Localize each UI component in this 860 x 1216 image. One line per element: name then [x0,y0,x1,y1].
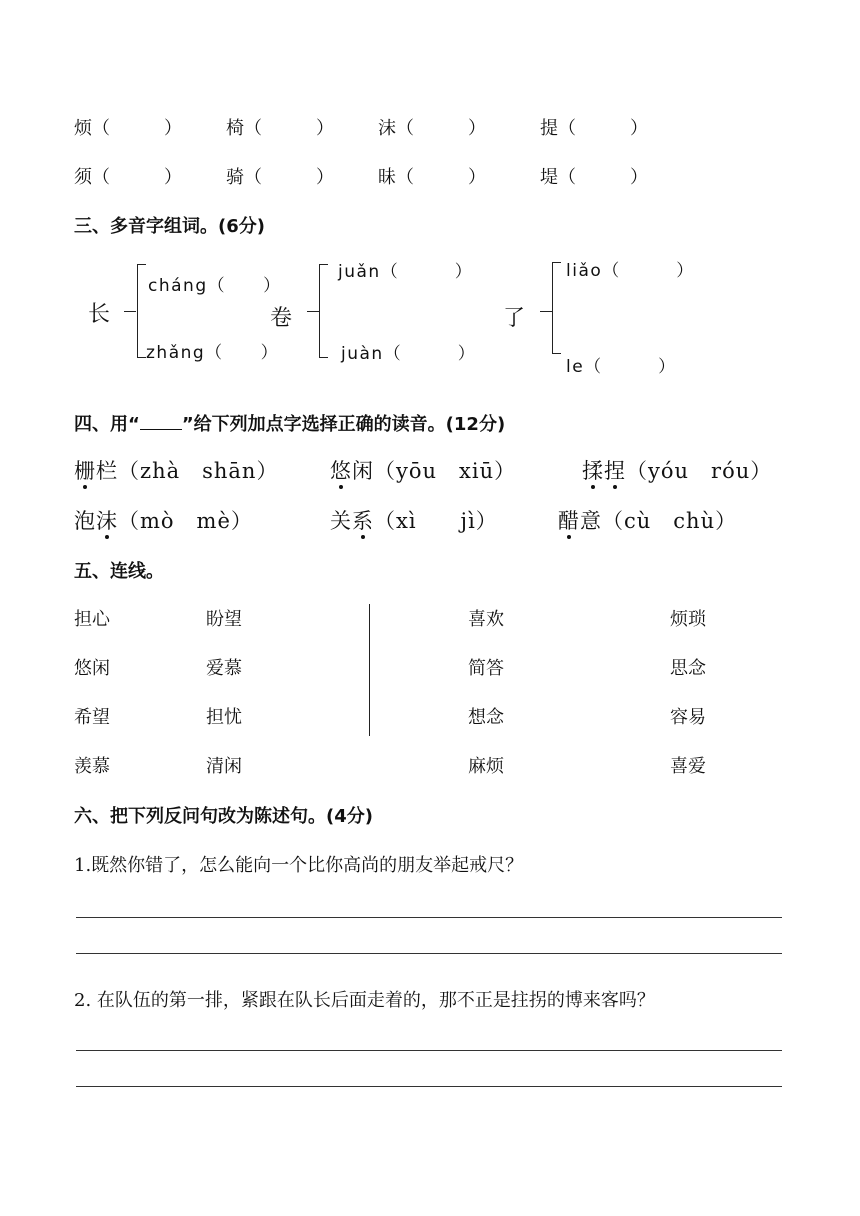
title-prefix: 四、用“ [74,414,140,435]
section4-title [74,410,505,436]
char: 栏 [96,459,118,483]
column-divider [369,604,370,736]
reading-item [74,505,253,535]
pinyin-options: （yóu róu） [626,459,773,483]
reading-item [330,455,516,485]
pinyin-option: le（ ） [566,357,677,377]
brace-tick [124,311,136,312]
brace [319,264,328,358]
word-blank: 骑（ ） [226,167,334,188]
pinyin-options: （yōu xiū） [374,459,517,483]
match-word: 思念 [670,658,706,679]
question-2: 2. 在队伍的第一排，紧跟在队长后面走着的，那不正是拄拐的博来客吗？ [74,990,655,1011]
match-word: 麻烦 [468,756,504,777]
brace [552,262,561,354]
match-word: 担心 [74,609,110,630]
reading-item [330,505,498,535]
title-suffix: ”给下列加点字选择正确的读音。(12分) [181,414,506,435]
match-word: 爱慕 [206,658,242,679]
answer-line[interactable] [76,1086,782,1087]
reading-item [74,455,278,485]
match-word: 羡慕 [74,756,110,777]
char: 意 [580,509,602,533]
polyphone-char: 长 [88,302,111,327]
pinyin-option: liǎo（ ） [566,261,695,281]
pinyin-options: （zhà shān） [118,459,279,483]
dotted-char: 悠 [330,459,352,483]
reading-item [558,505,737,535]
question-1: 1.既然你错了，怎么能向一个比你高尚的朋友举起戒尺？ [74,855,524,876]
char: 闲 [352,459,374,483]
underline-mark [140,415,182,430]
word-blank: 椅（ ） [226,118,334,139]
dotted-char: 栅 [74,459,96,483]
answer-line[interactable] [76,953,782,954]
dotted-char: 系 [352,509,374,533]
pinyin-options: （cù chù） [602,509,738,533]
word-blank: 须（ ） [74,167,182,188]
pinyin-options: （xì jì） [374,509,498,533]
word-blank: 提（ ） [540,118,648,139]
match-word: 容易 [670,707,706,728]
brace [137,264,146,358]
dotted-char: 捏 [604,459,626,483]
word-blank: 堤（ ） [540,167,648,188]
section3-title: 三、多音字组词。(6分) [74,216,265,237]
match-word: 清闲 [206,756,242,777]
match-word: 喜爱 [670,756,706,777]
dotted-char: 沫 [96,509,118,533]
match-word: 盼望 [206,609,242,630]
brace-tick [540,311,552,312]
word-blank: 沫（ ） [378,118,486,139]
answer-line[interactable] [76,1050,782,1051]
match-word: 简答 [468,658,504,679]
char: 泡 [74,509,96,533]
word-blank: 昧（ ） [378,167,486,188]
match-word: 烦琐 [670,609,706,630]
section6-title: 六、把下列反问句改为陈述句。(4分) [74,806,373,827]
section5-title: 五、连线。 [74,561,164,582]
word-blank: 烦（ ） [74,118,182,139]
char: 关 [330,509,352,533]
brace-tick [307,311,319,312]
pinyin-option: zhǎng（ ） [146,343,280,363]
match-word: 喜欢 [468,609,504,630]
pinyin-option: cháng（ ） [148,276,282,296]
pinyin-option: juǎn（ ） [338,262,474,282]
match-word: 悠闲 [74,658,110,679]
match-word: 想念 [468,707,504,728]
match-word: 担忧 [206,707,242,728]
dotted-char: 揉 [582,459,604,483]
answer-line[interactable] [76,917,782,918]
match-word: 希望 [74,707,110,728]
dotted-char: 醋 [558,509,580,533]
polyphone-char: 了 [503,306,526,331]
pinyin-option: juàn（ ） [341,344,477,364]
reading-item [582,455,772,485]
pinyin-options: （mò mè） [118,509,253,533]
polyphone-char: 卷 [270,306,293,331]
